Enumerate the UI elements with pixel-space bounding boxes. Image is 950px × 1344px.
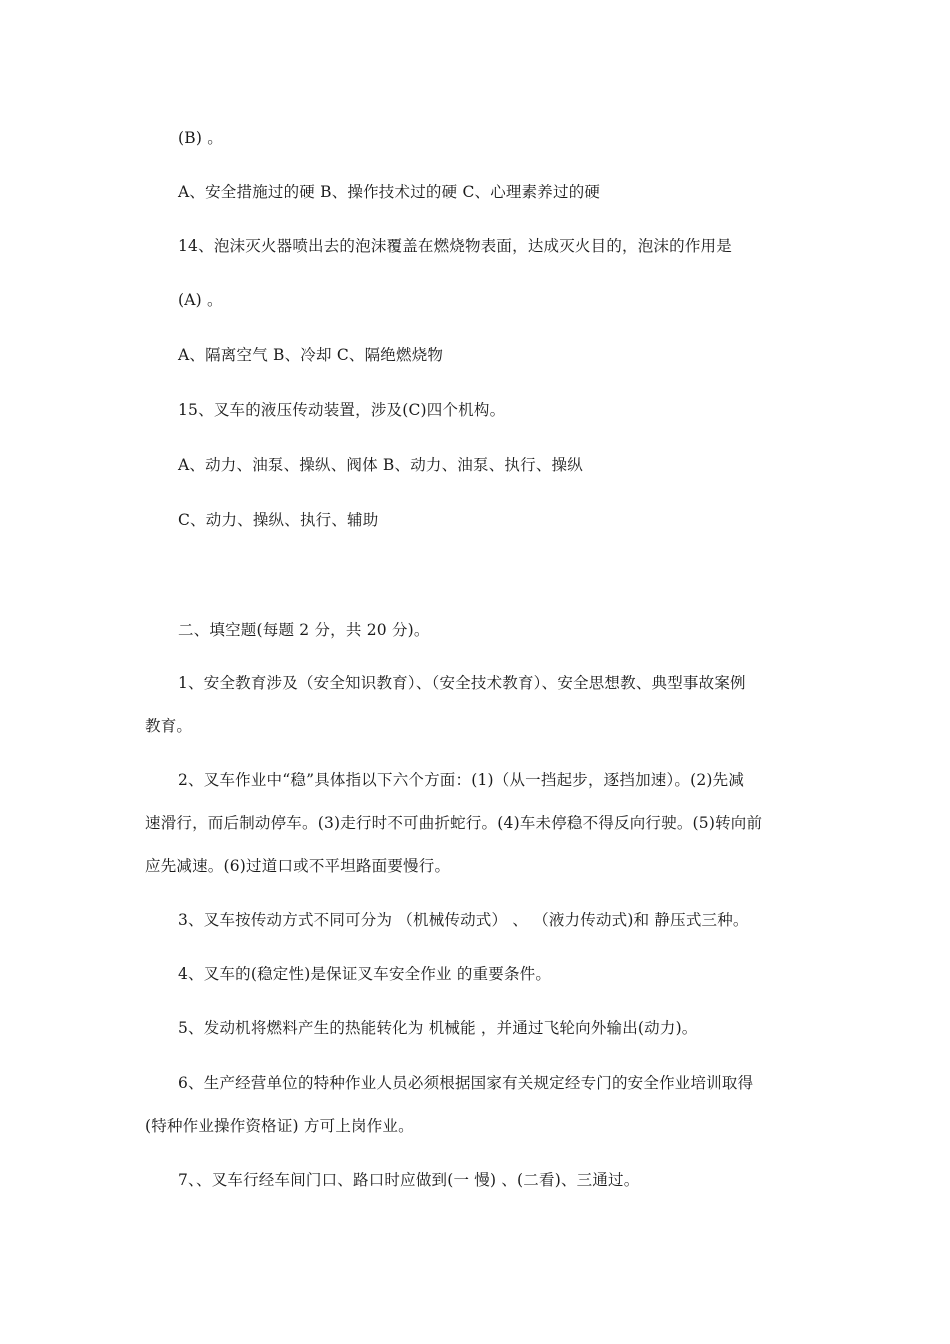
section-heading: 二、填空题(每题 2 分，共 20 分)。 [178, 621, 430, 639]
fill-item-5: 5、发动机将燃料产生的热能转化为 机械能 ，并通过飞轮向外输出(动力)。 [178, 1019, 698, 1037]
fill-item-3: 3、叉车按传动方式不同可分为 （机械传动式） 、 （液力传动式)和 静压式三种。 [178, 911, 749, 929]
fill-item-2-line-1: 2、叉车作业中“稳”具体指以下六个方面：(1)（从一挡起步，逐挡加速）。(2)先减 [178, 771, 745, 789]
fill-item-1-line-1: 1、安全教育涉及（安全知识教育）、（安全技术教育）、安全思想教、典型事故案例 [178, 674, 746, 692]
q15-options-ab: A、动力、油泵、操纵、阀体 B、动力、油泵、执行、操纵 [178, 456, 583, 474]
q14-options: A、隔离空气 B、冷却 C、隔绝燃烧物 [178, 346, 444, 364]
q13-answer: (B) 。 [178, 129, 223, 147]
q15-options-c: C、动力、操纵、执行、辅助 [178, 511, 379, 529]
q13-options: A、安全措施过的硬 B、操作技术过的硬 C、心理素养过的硬 [178, 183, 601, 201]
fill-item-2-line-3: 应先减速。(6)过道口或不平坦路面要慢行。 [145, 857, 451, 875]
q14-stem: 14、泡沫灭火器喷出去的泡沫覆盖在燃烧物表面，达成灭火目的，泡沫的作用是 [178, 237, 732, 255]
fill-item-7: 7、、叉车行经车间门口、路口时应做到(一 慢) 、(二看)、三通过。 [178, 1171, 640, 1189]
fill-item-6-line-2: (特种作业操作资格证) 方可上岗作业。 [145, 1117, 414, 1135]
q15-stem: 15、叉车的液压传动装置，涉及(C)四个机构。 [178, 401, 506, 419]
fill-item-2-line-2: 速滑行，而后制动停车。(3)走行时不可曲折蛇行。(4)车未停稳不得反向行驶。(5)转向前 [145, 814, 763, 832]
fill-item-1-line-2: 教育。 [145, 717, 193, 735]
fill-item-6-line-1: 6、生产经营单位的特种作业人员必须根据国家有关规定经专门的安全作业培训取得 [178, 1074, 754, 1092]
q14-answer: (A) 。 [178, 291, 223, 309]
fill-item-4: 4、叉车的(稳定性)是保证叉车安全作业 的重要条件。 [178, 965, 552, 983]
